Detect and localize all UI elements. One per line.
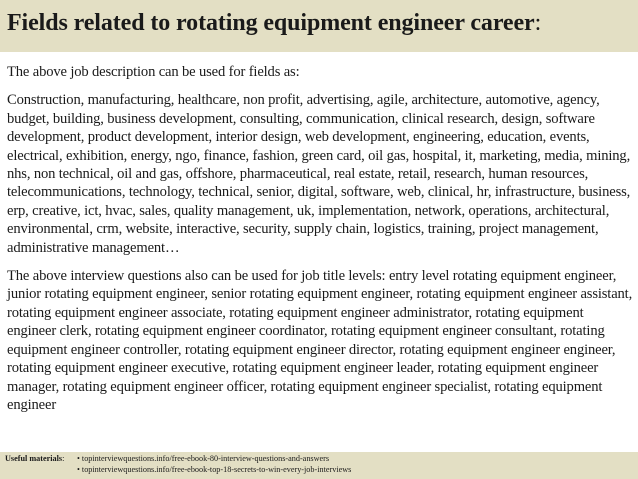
job-titles-paragraph: The above interview questions also can be used for job title levels: entry level rotating equipment engineer, junior rotating equipment engineer, senior rotating equipment engineer, rotating equipment engineer assistant, rotating equipment engineer associate, rotating equipment engineer administrator, rotating equipment engineer clerk, rotating equipment engineer coordinator, rotating equipment engineer consultant, rotating equipment engineer controller, rotating equipment engineer director, rotating equipment engineer engineer, rotating equipment engineer executive, rotating equipment engineer leader, rotating equipment engineer manager, rotating equipment engineer officer, rotating equipment engineer specialist, rotating equipment engineer [7,268,633,413]
page-title-text: Fields related to rotating equipment engineer career [7,10,535,36]
footer-label [5,454,77,465]
footer-label-spacer [5,465,77,476]
slide-content [7,63,635,424]
page-title [7,10,638,37]
footer-label-suffix: : [62,454,65,463]
page-title-colon: : [534,10,542,36]
footer-label-text: Useful materials [5,454,63,463]
footer-band [0,452,638,479]
footer-row-2 [5,465,638,476]
footer-link-ebook-18[interactable]: • topinterviewquestions.info/free-ebook-top-18-secrets-to-win-every-job-interviews [77,464,352,474]
footer-row-1 [5,454,638,465]
footer-link-ebook-80[interactable]: • topinterviewquestions.info/free-ebook-80-interview-questions-and-answers [77,454,330,463]
title-bar [0,0,638,52]
fields-paragraph: Construction, manufacturing, healthcare, non profit, advertising, agile, architecture, automotive, agency, budget, building, business development, consulting, communication, clinical research, design, software development, product development, interior design, web development, engineering, education, events, electrical, exhibition, energy, ngo, finance, fashion, green card, oil gas, hospital, it, marketing, media, mining, nhs, non technical, oil and gas, offshore, pharmaceutical, real estate, retail, research, human resources, telecommunications, technology, technical, senior, digital, software, web, clinical, hr, infrastructure, business, erp, creative, ict, hvac, sales, quality management, uk, implementation, network, operations, architectural, environmental, crm, website, interactive, security, supply chain, logistics, training, project management, administrative management… [7,92,631,256]
intro-paragraph: The above job description can be used for fields as: [7,64,300,80]
